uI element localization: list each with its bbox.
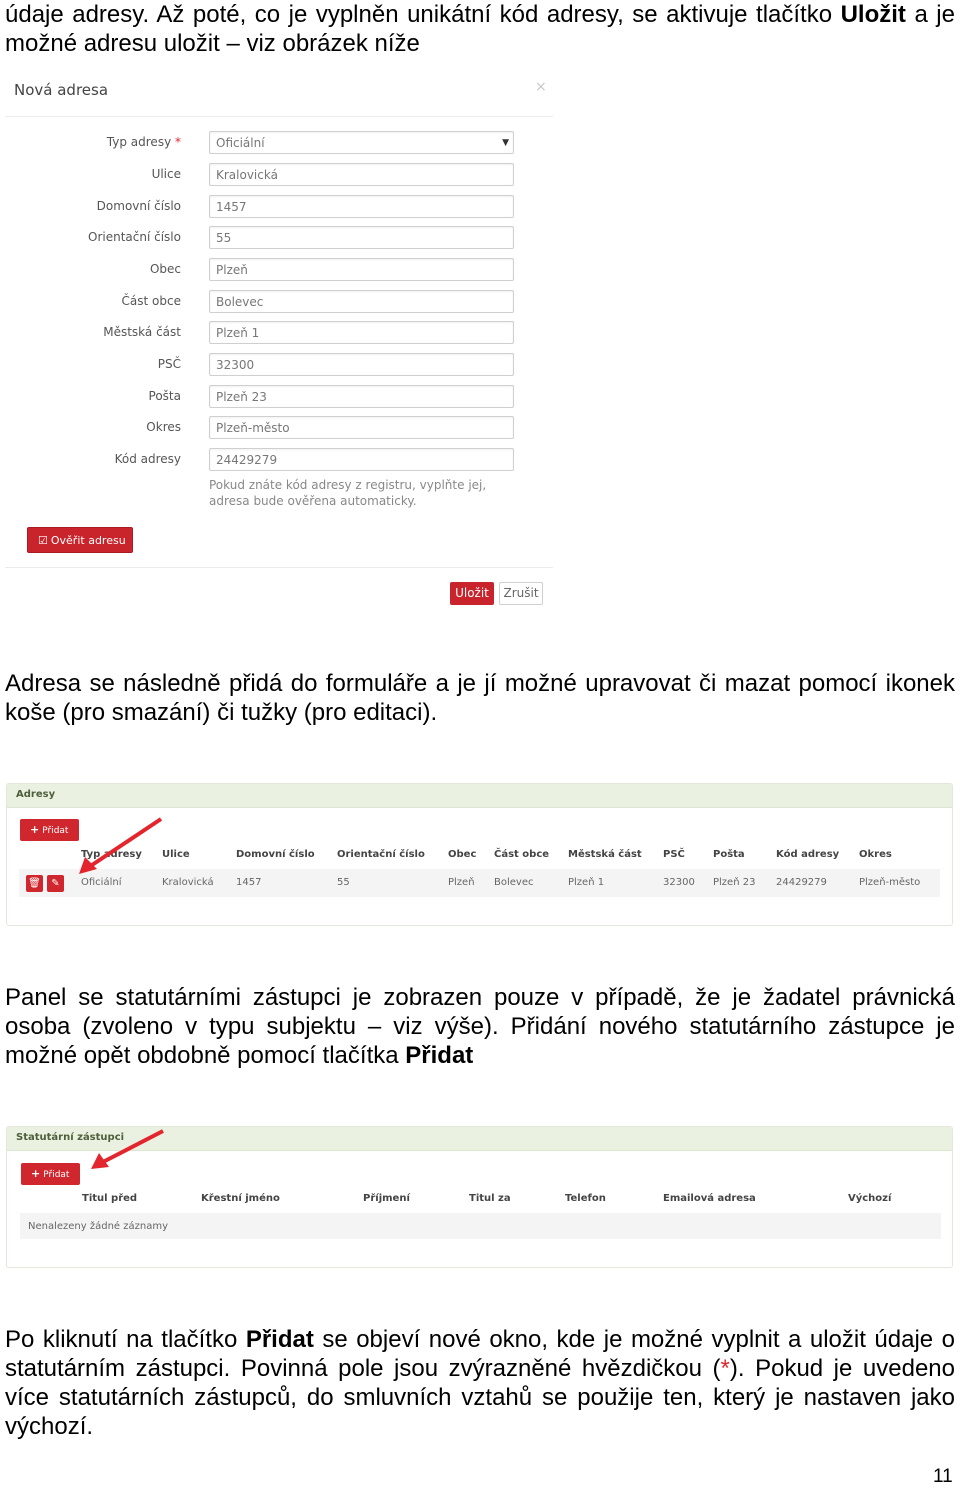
- column-header[interactable]: Kód adresy: [776, 849, 840, 860]
- add-button-label: Přidat: [42, 826, 69, 836]
- text-input[interactable]: [209, 416, 514, 439]
- field-label: [158, 357, 181, 371]
- page-number: 11: [933, 1466, 953, 1487]
- address-added-paragraph: Adresa se následně přidá do formuláře a je jí možné upravovat či mazat pomocí ikonek koše (pro smazání) či tužky (pro editaci).: [5, 670, 955, 726]
- column-header[interactable]: Městská část: [568, 849, 642, 860]
- field-label-text: Ulice: [151, 167, 181, 181]
- bold-text: Přidat: [245, 1326, 314, 1353]
- table-cell: Bolevec: [494, 877, 534, 888]
- text-run: Panel se statutárními zástupci je zobrazen pouze v případě, že je žadatel právnická osoba (zvoleno v typu subjektu – viz výše). Přidání nového statutárního zástupce je možné opět obdobně pomocí tlačítka: [5, 984, 955, 1069]
- plus-icon: +: [31, 1167, 41, 1180]
- input-value: Bolevec: [216, 295, 264, 309]
- form-row: [5, 321, 553, 346]
- add-representative-button[interactable]: [21, 1163, 80, 1185]
- column-header[interactable]: Domovní číslo: [236, 849, 315, 860]
- text-input[interactable]: [209, 226, 514, 249]
- pencil-icon[interactable]: ✎: [47, 875, 64, 892]
- field-label-text: PSČ: [157, 357, 181, 371]
- text-input[interactable]: [209, 163, 514, 186]
- table-cell: Plzeň: [448, 877, 475, 888]
- required-star: *: [720, 1355, 730, 1382]
- field-label-text: Domovní číslo: [96, 199, 181, 213]
- plus-icon: +: [30, 823, 40, 836]
- column-header[interactable]: Telefon: [565, 1193, 606, 1204]
- column-header[interactable]: Typ adresy: [81, 849, 142, 860]
- text-run: se objeví nové okno, kde je možné vyplnit a uložit údaje o statutárním zástupci. Povinná pole jsou zvýrazněné hvězdičkou (: [5, 1326, 955, 1382]
- input-value: Plzeň 23: [216, 390, 267, 404]
- trash-icon[interactable]: 🗑: [26, 875, 43, 892]
- input-value: 1457: [216, 200, 247, 214]
- panel-title: Adresy: [16, 789, 56, 800]
- field-label: [146, 420, 181, 434]
- input-value: Plzeň 1: [216, 326, 260, 340]
- table-cell: Plzeň 1: [568, 877, 605, 888]
- column-header[interactable]: Orientační číslo: [337, 849, 425, 860]
- form-row: [5, 385, 553, 410]
- check-square-icon: ☑: [38, 534, 48, 547]
- form-row: [5, 416, 553, 441]
- bold-text: Uložit: [840, 1, 906, 28]
- field-label-text: Okres: [146, 420, 181, 434]
- form-row: [5, 195, 553, 220]
- column-header[interactable]: Křestní jméno: [201, 1193, 280, 1204]
- text-input[interactable]: [209, 290, 514, 313]
- table-cell: 55: [337, 877, 350, 888]
- field-label-text: Orientační číslo: [88, 230, 181, 244]
- field-label: [150, 262, 181, 276]
- add-button-label: Přidat: [43, 1170, 70, 1180]
- column-header[interactable]: Okres: [859, 849, 892, 860]
- text-input[interactable]: [209, 258, 514, 281]
- close-icon[interactable]: ×: [535, 79, 547, 95]
- text-input[interactable]: [209, 195, 514, 218]
- required-star: *: [175, 135, 181, 149]
- panel-title: Statutární zástupci: [16, 1132, 125, 1143]
- field-label-text: Obec: [149, 262, 181, 276]
- form-row: [5, 290, 553, 315]
- table-cell: 32300: [663, 877, 695, 888]
- select-caret-icon: ▼: [502, 138, 509, 148]
- text-run: a je možné adresu uložit – viz obrázek níže: [5, 1, 955, 57]
- text-input[interactable]: [209, 385, 514, 408]
- table-cell: Kralovická: [162, 877, 214, 888]
- table-cell: 24429279: [776, 877, 827, 888]
- modal-title: Nová adresa: [14, 81, 109, 99]
- input-value: Plzeň-město: [216, 421, 290, 435]
- field-label-text: Pošta: [148, 389, 181, 403]
- table-cell: 1457: [236, 877, 262, 888]
- table-cell: Oficiální: [81, 877, 122, 888]
- field-label: [122, 294, 181, 308]
- field-label-text: Typ adresy: [106, 135, 172, 149]
- new-address-modal: [5, 70, 553, 615]
- field-label-text: Část obce: [121, 294, 181, 308]
- input-value: Kralovická: [216, 168, 278, 182]
- text-input[interactable]: [209, 321, 514, 344]
- address-code-help: Pokud znáte kód adresy z registru, vyplňte jej, adresa bude ověřena automaticky.: [209, 478, 487, 508]
- form-row: [5, 226, 553, 251]
- column-header[interactable]: Pošta: [713, 849, 745, 860]
- column-header[interactable]: Ulice: [162, 849, 190, 860]
- input-value: 55: [216, 231, 232, 245]
- cancel-button[interactable]: Zrušit: [499, 582, 543, 605]
- text-run: Po kliknutí na tlačítko: [5, 1326, 246, 1353]
- representatives-panel: [6, 1126, 953, 1268]
- field-label: [149, 389, 181, 403]
- form-row: [5, 353, 553, 378]
- input-value: 32300: [216, 358, 255, 372]
- form-row: [5, 131, 553, 156]
- verify-address-button[interactable]: [27, 527, 133, 553]
- modal-header: [5, 70, 553, 117]
- column-header[interactable]: Titul za: [469, 1193, 511, 1204]
- field-label: [103, 325, 181, 339]
- intro-paragraph: [5, 0, 955, 58]
- empty-message: Nenalezeny žádné záznamy: [28, 1221, 169, 1232]
- field-label: [152, 167, 181, 181]
- column-header[interactable]: PSČ: [663, 849, 685, 860]
- column-header[interactable]: Obec: [448, 849, 477, 860]
- column-header[interactable]: Příjmení: [363, 1193, 410, 1204]
- form-row: [5, 258, 553, 283]
- red-arrow-annotation: [87, 1129, 167, 1174]
- red-arrow-annotation: [75, 817, 165, 877]
- field-label: [88, 230, 181, 244]
- field-label-text: Kód adresy: [114, 452, 181, 466]
- representatives-paragraph: [5, 983, 955, 1070]
- field-label: [107, 135, 181, 149]
- column-header[interactable]: Emailová adresa: [663, 1193, 756, 1204]
- field-label: [97, 199, 181, 213]
- column-header[interactable]: Výchozí: [848, 1193, 892, 1204]
- address-type-select[interactable]: [209, 131, 514, 154]
- addresses-panel: [6, 783, 953, 926]
- text-input[interactable]: [209, 353, 514, 376]
- table-cell: Plzeň-město: [859, 877, 921, 888]
- field-label: [115, 452, 181, 466]
- column-header[interactable]: Titul před: [82, 1193, 138, 1204]
- save-button[interactable]: Uložit: [450, 582, 494, 605]
- verify-address-label: Ověřit adresu: [50, 534, 126, 547]
- input-value: 24429279: [216, 453, 278, 467]
- input-value: Plzeň: [216, 263, 248, 277]
- panel-header: [7, 784, 952, 808]
- bold-text: Přidat: [405, 1042, 474, 1069]
- table-cell: Plzeň 23: [713, 877, 756, 888]
- modal-footer-divider: [5, 567, 553, 568]
- text-run: údaje adresy. Až poté, co je vyplněn unikátní kód adresy, se aktivuje tlačítko: [5, 1, 841, 28]
- input-value: Oficiální: [216, 136, 265, 150]
- form-row: [5, 163, 553, 188]
- text-run: ). Pokud je uvedeno více statutárních zástupců, do smluvních vztahů se použije ten, který je nastaven jako výchozí.: [5, 1355, 955, 1440]
- column-header[interactable]: Část obce: [494, 849, 550, 860]
- add-address-button[interactable]: [20, 819, 79, 841]
- text-input[interactable]: [209, 448, 514, 471]
- add-dialog-paragraph: [5, 1325, 955, 1441]
- field-label-text: Městská část: [103, 325, 181, 339]
- form-row: [5, 448, 553, 473]
